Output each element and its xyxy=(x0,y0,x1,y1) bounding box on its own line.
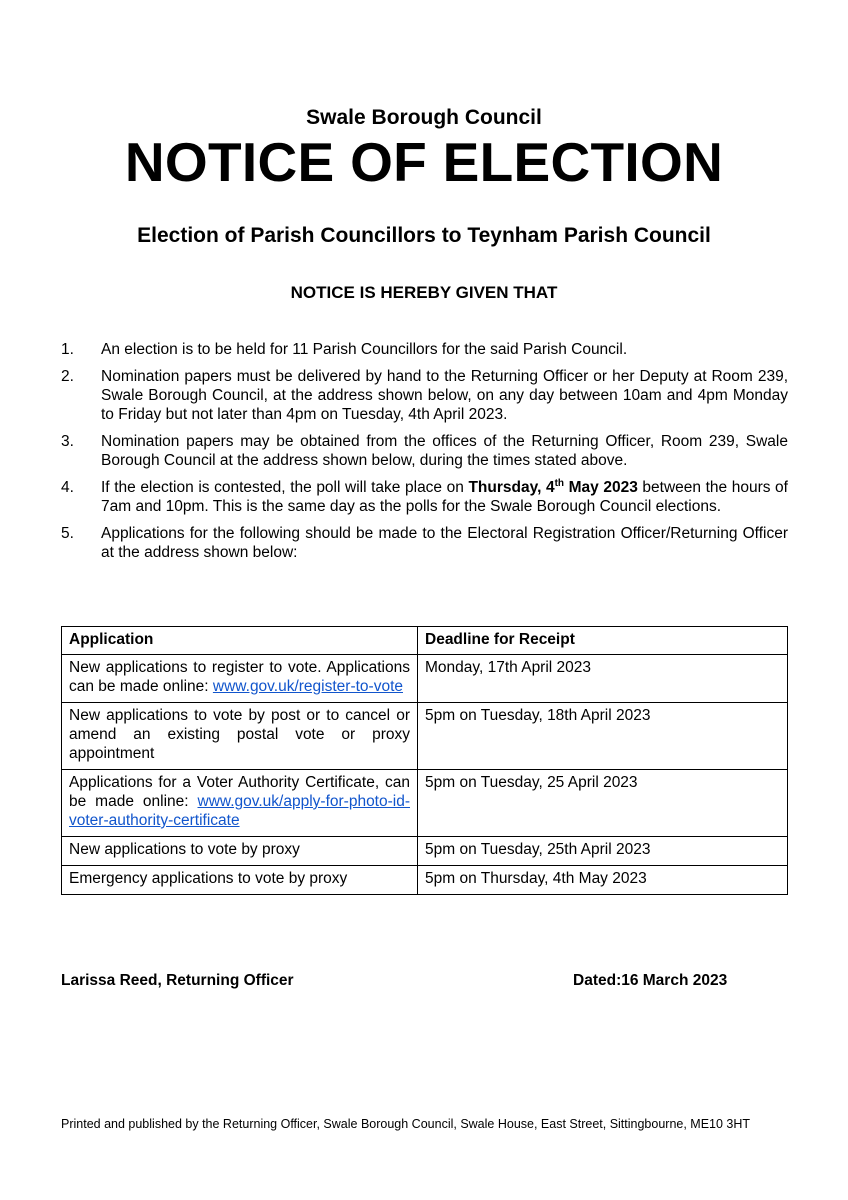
deadline-cell: 5pm on Tuesday, 25 April 2023 xyxy=(418,770,788,837)
application-cell xyxy=(62,770,418,837)
application-cell: New applications to vote by proxy xyxy=(62,837,418,866)
table-header-row xyxy=(62,627,788,655)
item-text-part: If the election is contested, the poll will take place on xyxy=(101,479,469,496)
table-row xyxy=(62,655,788,703)
notice-date: Dated:16 March 2023 xyxy=(573,972,728,989)
table-row xyxy=(62,837,788,866)
item-number: 5. xyxy=(61,525,74,542)
poll-date-month: May 2023 xyxy=(564,479,638,496)
item-text: Nomination papers may be obtained from the offices of the Returning Officer, Room 239, Swale Borough Council at the address shown below, during the times stated above. xyxy=(101,433,788,469)
council-name: Swale Borough Council xyxy=(306,106,542,129)
item-number: 1. xyxy=(61,341,74,358)
deadline-cell: 5pm on Tuesday, 25th April 2023 xyxy=(418,837,788,866)
table-row xyxy=(62,770,788,837)
table-row xyxy=(62,866,788,895)
item-text: Applications for the following should be made to the Electoral Registration Officer/Returning Officer at the address shown below: xyxy=(101,525,788,561)
application-text: Applications for a Voter Authority Certificate, can be made online: xyxy=(69,774,410,810)
item-number: 4. xyxy=(61,479,74,496)
item-text: Nomination papers must be delivered by hand to the Returning Officer or her Deputy at Room 239, Swale Borough Council, at the address shown below, on any day between 10am and 4pm Monday to Friday but not later than 4pm on Tuesday, 4th April 2023. xyxy=(101,368,788,423)
election-subtitle: Election of Parish Councillors to Teynham Parish Council xyxy=(137,224,711,247)
item-number: 2. xyxy=(61,368,74,385)
column-header-application: Application xyxy=(62,627,418,655)
column-header-deadline: Deadline for Receipt xyxy=(418,627,788,655)
poll-date-suffix: th xyxy=(554,477,565,489)
poll-date-day: Thursday, 4 xyxy=(468,479,555,496)
item-number: 3. xyxy=(61,433,74,450)
application-cell xyxy=(62,655,418,703)
notice-item xyxy=(61,432,788,470)
voter-authority-certificate-link[interactable]: www.gov.uk/apply-for-photo-id-voter-authority-certificate xyxy=(69,793,410,829)
item-text-part: between the hours of 7am and 10pm. This is the same day as the polls for the Swale Borough Council elections. xyxy=(101,479,788,515)
poll-date xyxy=(468,479,637,496)
page-title: NOTICE OF ELECTION xyxy=(124,131,724,193)
returning-officer-signature: Larissa Reed, Returning Officer xyxy=(61,972,294,989)
item-text: An election is to be held for 11 Parish Councillors for the said Parish Council. xyxy=(101,341,628,358)
deadline-cell: 5pm on Tuesday, 18th April 2023 xyxy=(418,703,788,770)
register-to-vote-link[interactable]: www.gov.uk/register-to-vote xyxy=(212,678,403,695)
notice-given-heading: NOTICE IS HEREBY GIVEN THAT xyxy=(290,283,558,302)
application-cell: Emergency applications to vote by proxy xyxy=(62,866,418,895)
notice-item xyxy=(61,524,788,562)
item-text xyxy=(101,478,788,516)
deadline-cell: Monday, 17th April 2023 xyxy=(418,655,788,703)
table-row xyxy=(62,703,788,770)
notice-item xyxy=(61,367,788,424)
application-cell: New applications to vote by post or to cancel or amend an existing postal vote or proxy appointment xyxy=(62,703,418,770)
notice-items xyxy=(61,340,788,570)
deadline-cell: 5pm on Thursday, 4th May 2023 xyxy=(418,866,788,895)
notice-item xyxy=(61,340,788,359)
imprint-text: Printed and published by the Returning Officer, Swale Borough Council, Swale House, East Street, Sittingbourne, ME10 3HT xyxy=(61,1117,751,1131)
notice-item xyxy=(61,478,788,516)
deadlines-table xyxy=(61,626,788,895)
application-text: New applications to register to vote. Applications can be made online: xyxy=(69,659,410,695)
